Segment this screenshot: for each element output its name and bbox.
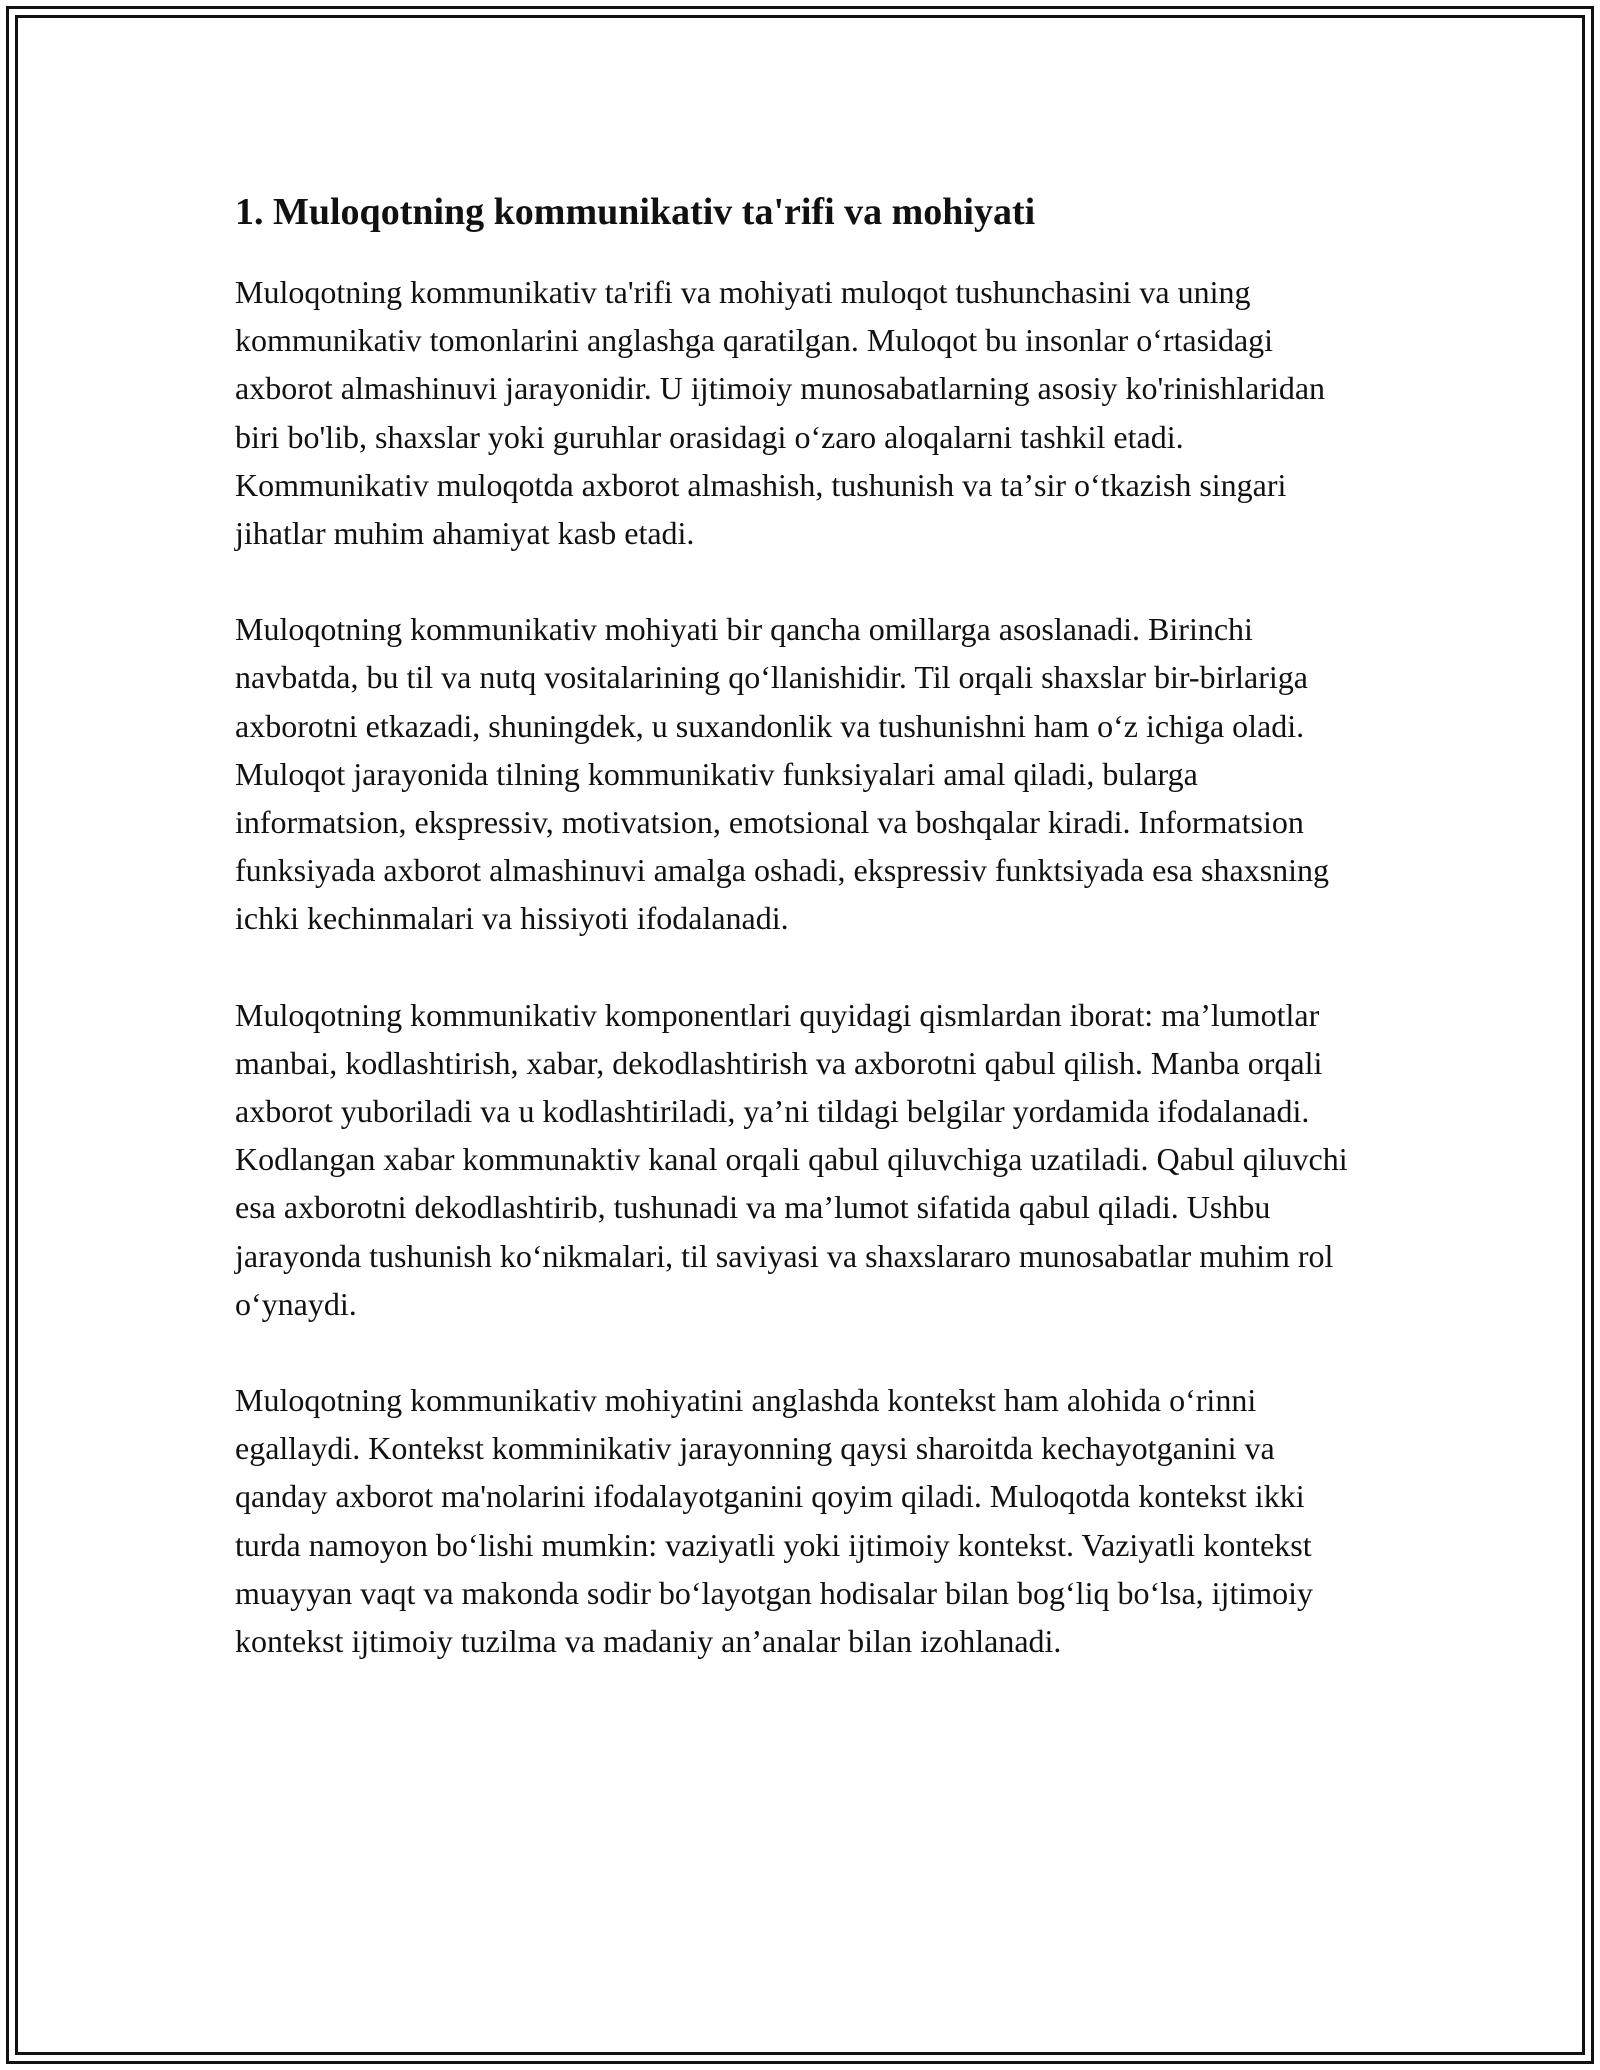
paragraph-context: Muloqotning kommunikativ mohiyatini anglashda kontekst ham alohida oʻrinni egallaydi. Kontekst komminikativ jarayonning qaysi sharoitda kechayotganini va qanday axborot ma'nolarini ifodalayotganini qoyim qiladi. Muloqotda kontekst ikki turda namoyon boʻlishi mumkin: vaziyatli yoki ijtimoiy kontekst. Vaziyatli kontekst muayyan vaqt va makonda sodir boʻlayotgan hodisalar bilan bogʻliq boʻlsa, ijtimoiy kontekst ijtimoiy tuzilma va madaniy anʼanalar bilan izohlanadi. xyxy=(235,1382,1313,1660)
paragraph-essence: Muloqotning kommunikativ mohiyati bir qancha omillarga asoslanadi. Birinchi navbatda, bu til va nutq vositalarining qoʻllanishidir. Til orqali shaxslar bir-birlariga axborotni etkazadi, shuningdek, u suxandonlik va tushunishni ham oʻz ichiga oladi. Muloqot jarayonida tilning kommunikativ funksiyalari amal qiladi, bularga informatsion, ekspressiv, motivatsion, emotsional va boshqalar kiradi. Informatsion funksiyada axborot almashinuvi amalga oshadi, ekspressiv funktsiyada esa shaxsning ichki kechinmalari va hissiyoti ifodalanadi. xyxy=(235,611,1329,937)
paragraph-definition: Muloqotning kommunikativ ta'rifi va mohiyati muloqot tushunchasini va uning kommunikativ tomonlarini anglashga qaratilgan. Muloqot bu insonlar oʻrtasidagi axborot almashinuvi jarayonidir. U ijtimoiy munosabatlarning asosiy ko'rinishlaridan biri bo'lib, shaxslar yoki guruhlar orasidagi oʻzaro aloqalarni tashkil etadi. Kommunikativ muloqotda axborot almashish, tushunish va taʼsir oʻtkazish singari jihatlar muhim ahamiyat kasb etadi. xyxy=(235,274,1326,552)
section-heading: 1. Muloqotning kommunikativ ta'rifi va mohiyati xyxy=(235,191,1036,233)
paragraph-components: Muloqotning kommunikativ komponentlari quyidagi qismlardan iborat: maʼlumotlar manbai, kodlashtirish, xabar, dekodlashtirish va axborotni qabul qilish. Manba orqali axborot yuboriladi va u kodlashtiriladi, yaʼni tildagi belgilar yordamida ifodalanadi. Kodlangan xabar kommunaktiv kanal orqali qabul qiluvchiga uzatiladi. Qabul qiluvchi esa axborotni dekodlashtirib, tushunadi va maʼlumot sifatida qabul qiladi. Ushbu jarayonda tushunish koʻnikmalari, til saviyasi va shaxslararo munosabatlar muhim rol oʻynaydi. xyxy=(235,996,1348,1322)
document-body xyxy=(235,186,1370,1713)
